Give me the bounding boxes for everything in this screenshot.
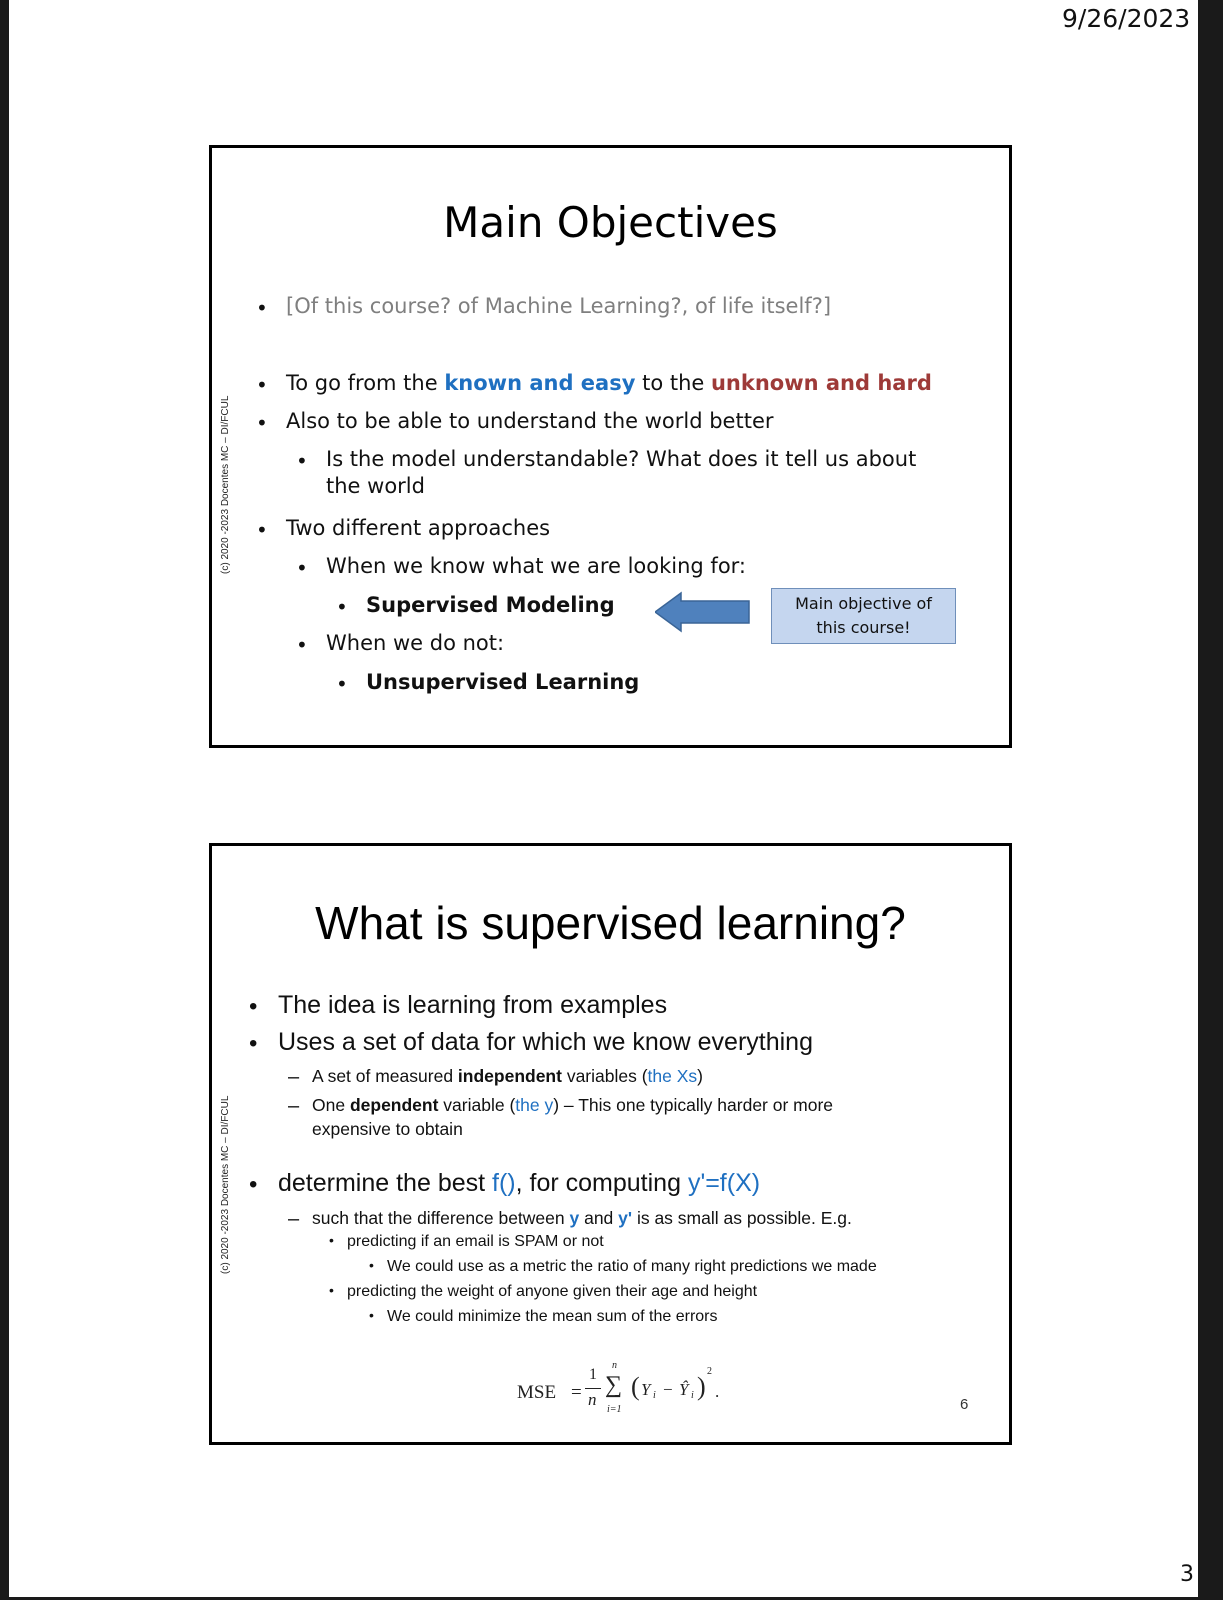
slide-number: 6 (960, 1396, 969, 1413)
bullet-dot: • (256, 373, 268, 397)
bullet-learning-from-examples: The idea is learning from examples (278, 991, 668, 1019)
bullet-dot: • (296, 633, 308, 657)
page-left-edge (0, 0, 9, 1600)
bullet-dot: • (296, 556, 308, 580)
slide-main-objectives (209, 145, 1012, 748)
text-segment: y (569, 1208, 580, 1228)
formula-minus: − (663, 1380, 673, 1399)
bullet-dot: • (369, 1307, 374, 1323)
bullet-dot: • (256, 518, 268, 542)
formula-power: 2 (707, 1366, 712, 1377)
example-spam-metric: We could use as a metric the ratio of many right predictions we made (387, 1258, 877, 1275)
bullet-set-of-data: Uses a set of data for which we know everything (278, 1028, 813, 1056)
formula-y-hat: Ŷ (679, 1380, 689, 1399)
bullet-dot: • (329, 1232, 334, 1248)
text-segment: dependent (349, 1095, 439, 1115)
bullet-dot: • (369, 1257, 374, 1273)
sub-bullet-when-we-do-not: When we do not: (326, 631, 505, 655)
text-segment: A set of measured (312, 1066, 458, 1086)
formula-sum-top: n (612, 1360, 617, 1371)
sub-bullet-dependent-variable-1 (312, 1095, 833, 1116)
left-arrow-icon (655, 591, 751, 633)
text-segment: , for computing (515, 1169, 688, 1197)
bullet-dot: • (249, 1171, 258, 1198)
formula-sigma: ∑ (605, 1372, 623, 1398)
callout-line: Main objective of (795, 594, 932, 613)
text-segment: the Xs (647, 1066, 698, 1086)
formula-y: Y (641, 1380, 651, 1399)
highlight-known-and-easy: known and easy (444, 371, 636, 395)
text-segment: y'=f(X) (687, 1169, 761, 1197)
text-segment: determine the best (278, 1169, 493, 1197)
text-segment: y' (618, 1208, 633, 1228)
bullet-course-question: [Of this course? of Machine Learning?, of life itself?] (286, 294, 832, 318)
text-segment: the y (515, 1095, 554, 1115)
formula-fraction-bar (585, 1388, 601, 1389)
sub-bullet-independent-variables (312, 1066, 703, 1087)
formula-lhs: MSE (517, 1382, 557, 1403)
example-spam: predicting if an email is SPAM or not (347, 1233, 604, 1250)
bullet-two-approaches: Two different approaches (286, 516, 551, 540)
sub-bullet-model-understandable-2: the world (326, 474, 425, 498)
bullet-known-to-unknown (286, 371, 932, 395)
sub-bullet-know-looking-for: When we know what we are looking for: (326, 554, 747, 578)
text-segment: independent (457, 1066, 562, 1086)
formula-sub-i2: i (691, 1390, 694, 1401)
formula-close-paren: ) (697, 1372, 706, 1401)
formula-equals: = (571, 1382, 582, 1403)
formula-dot: . (715, 1382, 720, 1401)
sub-bullet-model-understandable-1: Is the model understandable? What does it tell us about (326, 447, 917, 471)
callout-main-objective (771, 588, 956, 644)
formula-denominator: n (588, 1390, 597, 1409)
formula-open-paren: ( (631, 1372, 640, 1401)
text-segment: to the (635, 371, 711, 395)
slide-copyright: (c) 2020 -2023 Docentes MC – DI/FCUL (220, 1095, 231, 1274)
callout-line: this course! (816, 618, 911, 637)
text-segment: One (312, 1095, 350, 1115)
text-segment: f() (492, 1169, 516, 1197)
bullet-understand-world: Also to be able to understand the world better (286, 409, 774, 433)
bullet-dot: • (249, 1030, 258, 1057)
slide-copyright: (c) 2020 -2023 Docentes MC – DI/FCUL (220, 395, 231, 574)
text-segment: variable ( (438, 1095, 516, 1115)
page-number: 3 (1180, 1562, 1194, 1587)
dash-marker: – (288, 1208, 300, 1230)
text-segment: is as small as possible. E.g. (632, 1208, 852, 1228)
dash-marker: – (288, 1066, 300, 1088)
mse-formula (517, 1360, 737, 1426)
bullet-dot: • (329, 1282, 334, 1298)
text-segment: such that the difference between (312, 1208, 570, 1228)
dash-marker: – (288, 1095, 300, 1117)
formula-sub-i: i (653, 1390, 656, 1401)
example-weight: predicting the weight of anyone given their age and height (347, 1283, 758, 1300)
page-date: 9/26/2023 (1062, 4, 1191, 33)
sub-sub-bullet-supervised-modeling: Supervised Modeling (366, 593, 615, 617)
bullet-dot: • (249, 993, 258, 1020)
text-segment: To go from the (286, 371, 445, 395)
sub-bullet-difference-small (312, 1208, 852, 1229)
bullet-dot: • (296, 449, 308, 473)
sub-sub-bullet-unsupervised-learning: Unsupervised Learning (366, 670, 640, 694)
text-segment: ) (697, 1066, 703, 1086)
text-segment: ) – This one typically harder or more (553, 1095, 834, 1115)
page-right-edge (1198, 0, 1223, 1600)
example-weight-metric: We could minimize the mean sum of the errors (387, 1308, 718, 1325)
slide-title: What is supervised learning? (315, 897, 906, 949)
bullet-dot: • (336, 672, 348, 696)
slide-title: Main Objectives (443, 198, 778, 247)
formula-sum-bottom: i=1 (607, 1404, 622, 1415)
text-segment: and (579, 1208, 619, 1228)
text-segment: variables ( (561, 1066, 648, 1086)
bullet-dot: • (336, 595, 348, 619)
bullet-dot: • (256, 411, 268, 435)
bullet-determine-best-f (278, 1169, 760, 1198)
bullet-dot: • (256, 296, 268, 320)
slide-what-is-supervised-learning (209, 843, 1012, 1445)
formula-numerator: 1 (589, 1366, 597, 1383)
highlight-unknown-and-hard: unknown and hard (710, 371, 932, 395)
sub-bullet-dependent-variable-2: expensive to obtain (312, 1119, 463, 1139)
